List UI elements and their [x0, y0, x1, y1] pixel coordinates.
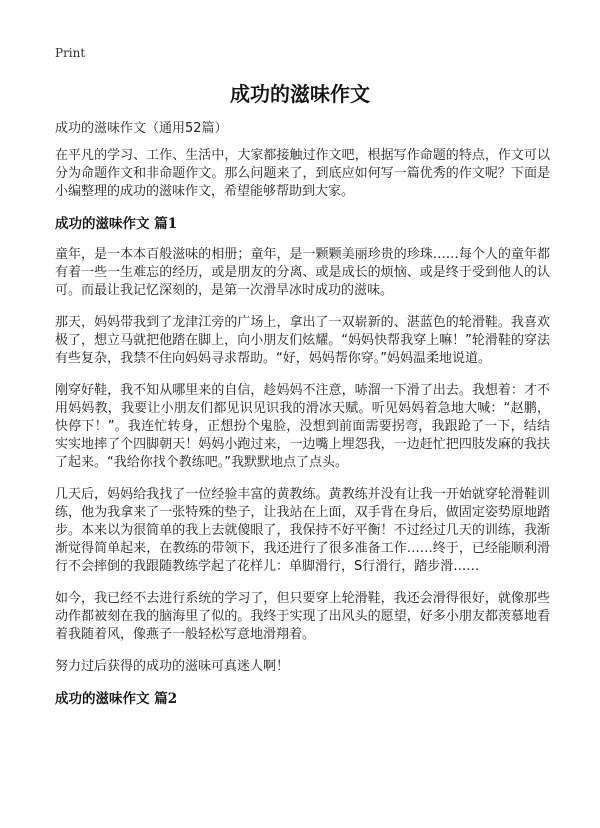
section-heading — [55, 215, 550, 233]
page-title: 成功的滋味作文 — [230, 82, 370, 106]
document-subtitle: 成功的滋味作文（通用52篇） — [55, 121, 228, 136]
essay-paragraph: 努力过后获得的成功的滋味可真迷人啊！ — [55, 659, 290, 674]
essay-paragraph: 几天后，妈妈给我找了一位经验丰富的黄教练。黄教练并没有让我一开始就穿轮滑鞋训练，他为我拿来了一张特殊的垫子，让我站在上面，双手背在身后，做固定姿势原地踏步。本来以为很简单的我上去就傻眼了，我保持不好平衡！不过经过几天的训练，我渐渐觉得简单起来，在教练的带领下，我还进行了很多准备工作……终于，已经能顺利滑行不会摔倒的我跟随教练学起了花样儿：单脚滑行，S行滑行，踏步滑…… — [55, 487, 550, 574]
essay-paragraph: 那天，妈妈带我到了龙津江旁的广场上，拿出了一双崭新的、湛蓝色的轮滑鞋。我喜欢极了，想立马就把他踏在脚上，向小朋友们炫耀。“妈妈快帮我穿上嘛！”轮滑鞋的穿法有些复杂，我禁不住向妈妈寻求帮助。“好，妈妈帮你穿。”妈妈温柔地说道。 — [55, 315, 550, 366]
document-body — [55, 120, 550, 721]
essay-paragraph: 刚穿好鞋，我不知从哪里来的自信，趁妈妈不注意，哧溜一下滑了出去。我想着：才不用妈妈教，我要让小朋友们都见识见识我的滑冰天赋。听见妈妈着急地大喊：“赵鹏，快停下！”。我连忙转身，正想扮个鬼脸，没想到前面需要拐弯，我跟跄了一下，结结实实地摔了个四脚朝天！妈妈小跑过来，一边嘴上埋怨我，一边赶忙把四肢发麻的我扶了起来。“我给你找个教练吧。”我默默地点了点头。 — [55, 383, 550, 470]
intro-paragraph: 在平凡的学习、工作、生活中，大家都接触过作文吧，根据写作命题的特点，作文可以分为命题作文和非命题作文。那么问题来了，到底应如何写一篇优秀的作文呢？下面是小编整理的成功的滋味作文，希望能够帮助到大家。 — [55, 148, 550, 199]
section-heading-number: 2 — [167, 691, 178, 707]
section-heading-text: 成功的滋味作文 篇 — [55, 216, 168, 232]
print-link[interactable]: Print — [55, 46, 86, 60]
section-heading — [55, 690, 550, 708]
essay-paragraph: 如今，我已经不去进行系统的学习了，但只要穿上轮滑鞋，我还会滑得很好，就像那些动作都被刻在我的脑海里了似的。我终于实现了出风头的愿望，好多小朋友都羡慕地看着我随着风，像燕子一般轻松写意地滑翔着。 — [55, 591, 550, 642]
essay-paragraph: 童年，是一本本百般滋味的相册；童年，是一颗颗美丽珍贵的珍珠……每个人的童年都有着一些一生难忘的经历，或是朋友的分离、或是成长的烦恼、或是终于受到他人的认可。而最让我记忆深刻的，是第一次滑旱冰时成功的滋味。 — [55, 247, 550, 298]
section-heading-text: 成功的滋味作文 篇 — [55, 691, 168, 707]
essay-section-2 — [55, 690, 550, 708]
essay-section-1 — [55, 215, 550, 676]
section-heading-number: 1 — [167, 216, 178, 232]
